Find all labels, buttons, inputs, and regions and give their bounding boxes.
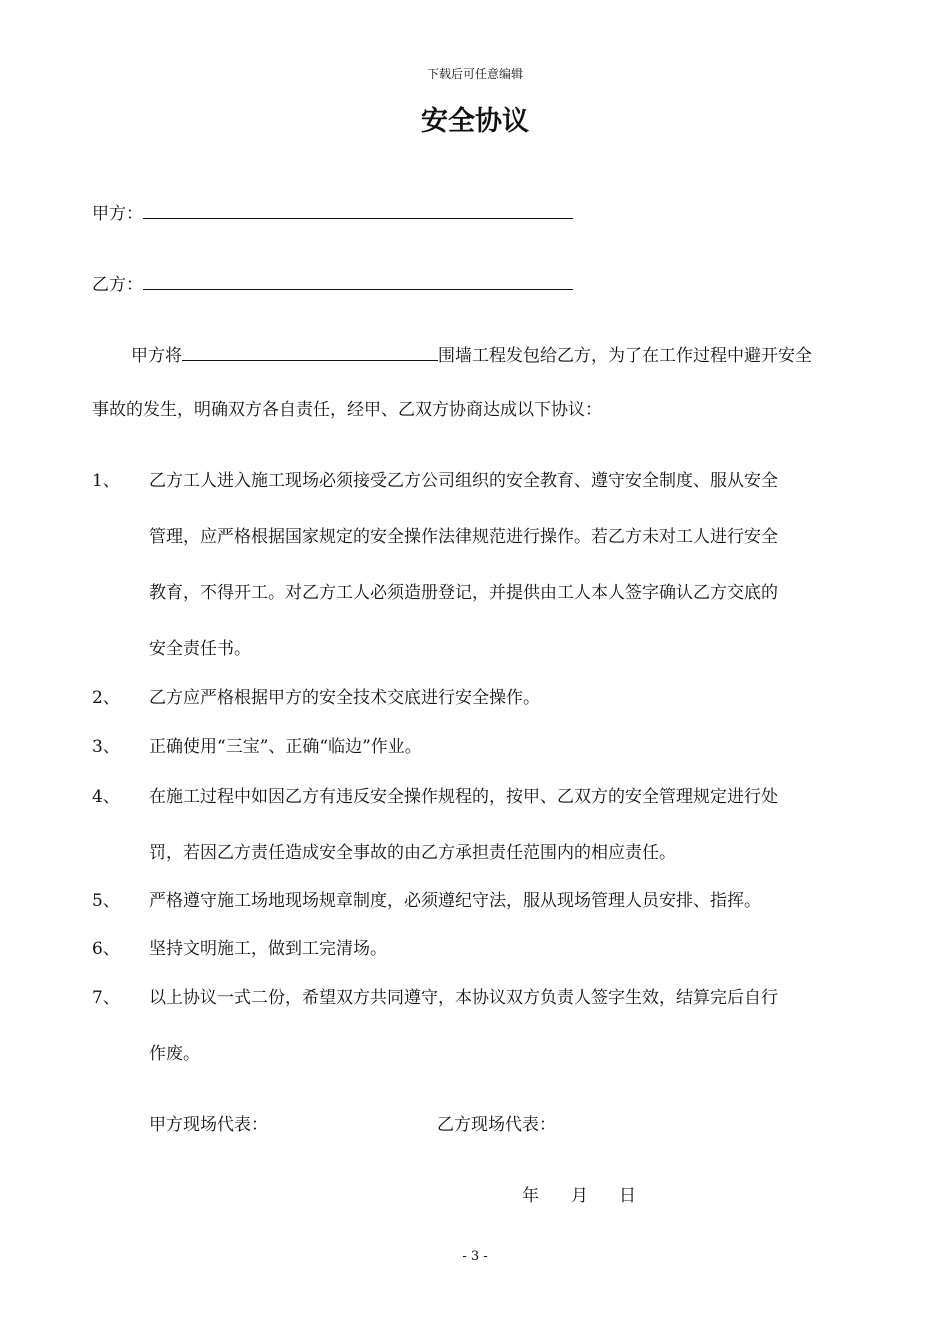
clause-2-line-1: 乙方应严格根据甲方的安全技术交底进行安全操作。 — [149, 688, 540, 708]
clause-number: 4、 — [92, 787, 120, 807]
header-note: 下载后可任意编辑 — [426, 67, 523, 81]
clause-number: 3、 — [92, 737, 120, 757]
clause-5-line-1: 严格遵守施工场地现场规章制度，必须遵纪守法，服从现场管理人员安排、指挥。 — [149, 891, 761, 911]
clause-7-line-1: 以上协议一式二份，希望双方共同遵守，本协议双方负责人签字生效，结算完后自行 — [149, 988, 778, 1008]
party-b-row — [92, 271, 573, 297]
clause-3-line-1: 正确使用“三宝”、正确“临边”作业。 — [149, 737, 422, 757]
document-title: 安全协议 — [421, 106, 529, 137]
party-b-label: 乙方： — [92, 275, 143, 295]
intro-suffix: 围墙工程发包给乙方，为了在工作过程中避开安全 — [438, 346, 812, 366]
clause-number: 5、 — [92, 891, 120, 911]
clause-4-line-2: 罚，若因乙方责任造成安全事故的由乙方承担责任范围内的相应责任。 — [149, 843, 676, 863]
clause-1-line-4: 安全责任书。 — [149, 639, 251, 659]
party-a-blank[interactable] — [143, 200, 573, 219]
clause-number: 7、 — [92, 988, 120, 1008]
date-year-label: 年 — [522, 1186, 539, 1206]
intro-prefix: 甲方将 — [131, 346, 182, 366]
clause-1-line-1: 乙方工人进入施工现场必须接受乙方公司组织的安全教育、遵守安全制度、服从安全 — [149, 471, 778, 491]
intro-line-2: 事故的发生，明确双方各自责任，经甲、乙双方协商达成以下协议： — [92, 400, 602, 420]
clause-number: 2、 — [92, 688, 120, 708]
party-b-blank[interactable] — [143, 271, 573, 290]
clause-4-line-1: 在施工过程中如因乙方有违反安全操作规程的，按甲、乙双方的安全管理规定进行处 — [149, 787, 778, 807]
clause-number: 1、 — [92, 471, 120, 491]
project-name-blank[interactable] — [182, 342, 438, 361]
date-day-label: 日 — [619, 1186, 636, 1206]
date-month-label: 月 — [571, 1186, 588, 1206]
party-a-row — [92, 200, 573, 226]
clause-1-line-2: 管理，应严格根据国家规定的安全操作法律规范进行操作。若乙方未对工人进行安全 — [149, 527, 778, 547]
clause-6-line-1: 坚持文明施工，做到工完清场。 — [149, 939, 387, 959]
clause-number: 6、 — [92, 939, 120, 959]
page-number: - 3 - — [462, 1249, 488, 1264]
clause-7-line-2: 作废。 — [149, 1044, 200, 1064]
clause-1-line-3: 教育，不得开工。对乙方工人必须造册登记，并提供由工人本人签字确认乙方交底的 — [149, 583, 778, 603]
party-b-rep-label: 乙方现场代表： — [437, 1115, 556, 1135]
intro-line-1 — [131, 342, 812, 368]
party-a-label: 甲方： — [92, 204, 143, 224]
party-a-rep-label: 甲方现场代表： — [149, 1115, 268, 1135]
